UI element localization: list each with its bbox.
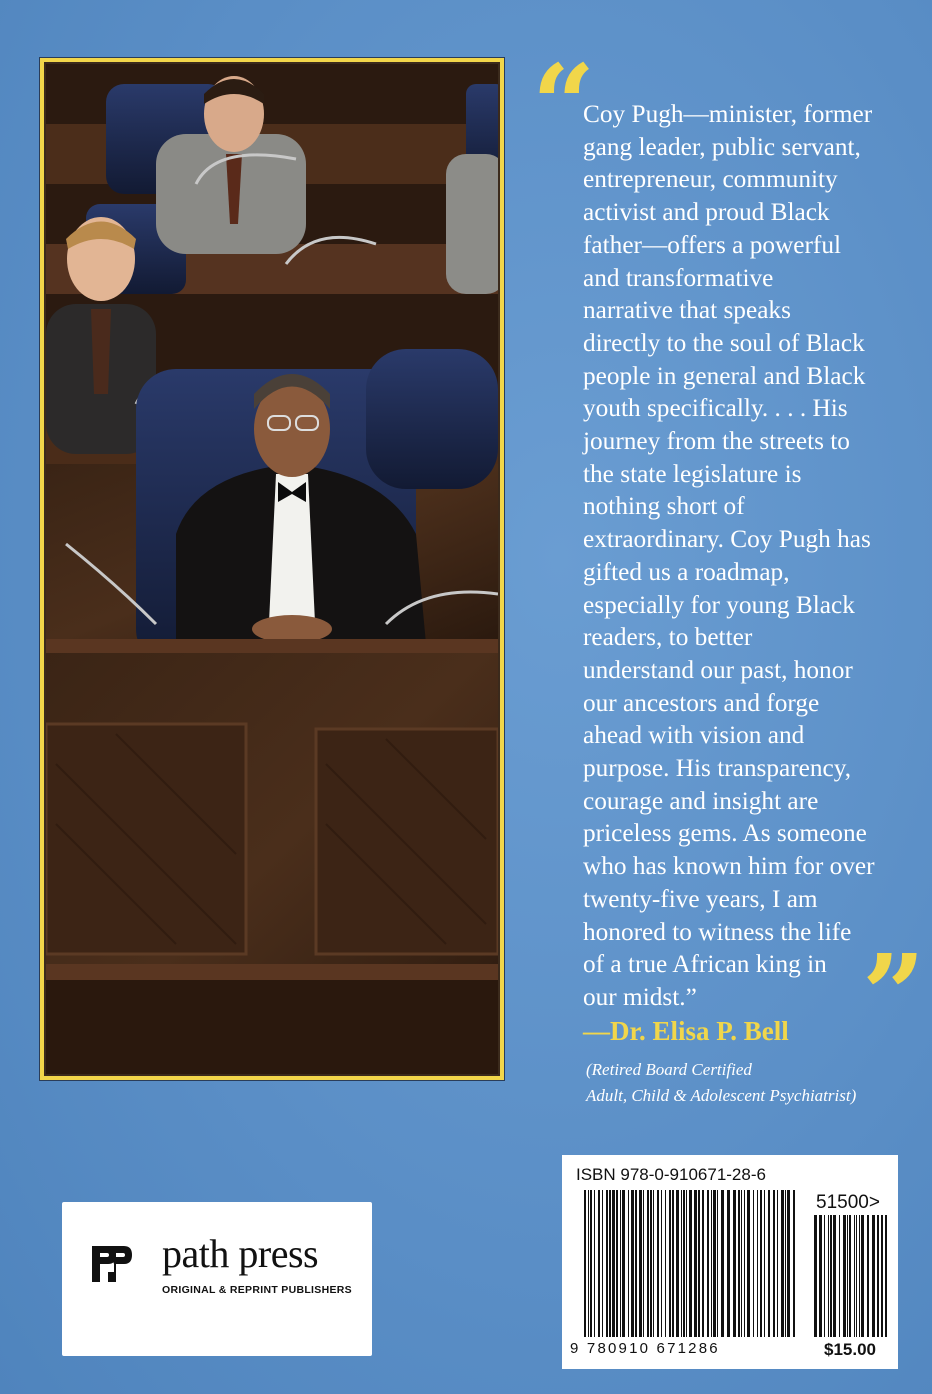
barcode-bar: [647, 1190, 649, 1337]
barcode-bar: [612, 1190, 615, 1337]
close-quote-mark: ”: [862, 930, 918, 1059]
barcode-bar: [839, 1215, 840, 1337]
barcode-bar: [676, 1190, 679, 1337]
quote-line: especially for young Black: [583, 590, 855, 619]
barcode-bar: [588, 1190, 589, 1337]
barcode-bar: [594, 1190, 595, 1337]
barcode-bar: [653, 1190, 654, 1337]
barcode-bar: [753, 1190, 754, 1337]
ean-barcode: [582, 1190, 796, 1337]
barcode-bar: [657, 1190, 659, 1337]
barcode-bar: [861, 1215, 864, 1337]
barcode-bar: [702, 1190, 704, 1337]
barcode-bar: [672, 1190, 674, 1337]
credential-line: Adult, Child & Adolescent Psychiatrist): [586, 1086, 857, 1105]
barcode-bar: [744, 1190, 745, 1337]
barcode-bar: [787, 1190, 790, 1337]
barcode-bar: [814, 1215, 817, 1337]
barcode-bar: [669, 1190, 671, 1337]
barcode-bar: [881, 1215, 883, 1337]
barcode-bar: [764, 1190, 765, 1337]
barcode-bar: [830, 1215, 832, 1337]
barcode-bar: [741, 1190, 742, 1337]
barcode-bar: [859, 1215, 860, 1337]
quote-line: narrative that speaks: [583, 296, 791, 325]
barcode-bar: [828, 1215, 829, 1337]
quote-line: readers, to better: [583, 623, 753, 652]
quote-line: courage and insight are: [583, 786, 819, 815]
barcode-bar: [628, 1190, 629, 1337]
barcode-bar: [635, 1190, 637, 1337]
barcode-bar: [721, 1190, 724, 1337]
quote-line: journey from the streets to: [583, 427, 850, 456]
barcode-bar: [650, 1190, 652, 1337]
quote-line: our midst.”: [583, 982, 697, 1011]
quote-line: father—offers a powerful: [583, 230, 842, 259]
quote-line: honored to witness the life: [583, 917, 852, 946]
barcode-bar: [768, 1190, 770, 1337]
barcode-bar: [747, 1190, 750, 1337]
quote-line: entrepreneur, community: [583, 165, 838, 194]
barcode-bar: [584, 1190, 586, 1337]
quote-line: extraordinary. Coy Pugh has: [583, 525, 871, 554]
barcode-bar: [622, 1190, 625, 1337]
quote-line: directly to the soul of Black: [583, 328, 865, 357]
publisher-name: path press: [162, 1231, 319, 1276]
quote-line: ahead with vision and: [583, 721, 805, 750]
barcode-bar: [867, 1215, 869, 1337]
quote-line: youth specifically. . . . His: [583, 394, 848, 423]
quote-line: of a true African king in: [583, 950, 827, 979]
barcode-bar: [738, 1190, 740, 1337]
barcode-bar: [854, 1215, 855, 1337]
barcode-bar: [661, 1190, 662, 1337]
barcode-bar: [733, 1190, 736, 1337]
quote-line: who has known him for over: [583, 852, 875, 881]
barcode-bar: [785, 1190, 786, 1337]
attribution-credentials: [586, 1057, 856, 1109]
barcode-bar: [609, 1190, 611, 1337]
quote-line: the state legislature is: [583, 459, 802, 488]
barcode-bar: [727, 1190, 730, 1337]
quote-line: gifted us a roadmap,: [583, 557, 790, 586]
isbn-barcode-box: [562, 1155, 898, 1369]
barcode-bar: [757, 1190, 758, 1337]
quote-line: priceless gems. As someone: [583, 819, 867, 848]
barcode-bar: [686, 1190, 687, 1337]
publisher-logo-box: [62, 1202, 372, 1356]
quote-line: gang leader, public servant,: [583, 132, 861, 161]
barcode-bar: [590, 1190, 592, 1337]
barcode-bar: [833, 1215, 836, 1337]
open-quote-mark: “: [532, 40, 588, 169]
barcode-bar: [665, 1190, 666, 1337]
legislature-photo-illustration: [46, 64, 498, 1074]
quote-line: Coy Pugh—minister, former: [583, 100, 873, 128]
barcode-bar: [698, 1190, 700, 1337]
barcode-bar: [872, 1215, 875, 1337]
credential-line: (Retired Board Certified: [586, 1060, 752, 1079]
quote-line: understand our past, honor: [583, 655, 853, 684]
barcode-bar: [683, 1190, 685, 1337]
barcode-bar: [843, 1215, 846, 1337]
barcode-bar: [711, 1190, 712, 1337]
barcode-bar: [824, 1215, 825, 1337]
price-addon-barcode: [812, 1215, 888, 1337]
legislature-photo: [44, 62, 500, 1076]
barcode-bar: [781, 1190, 784, 1337]
barcode-bar: [877, 1215, 879, 1337]
quote-line: people in general and Black: [583, 361, 866, 390]
barcode-bar: [689, 1190, 692, 1337]
cover-photo-frame: [40, 58, 504, 1080]
barcode-bar: [819, 1215, 822, 1337]
barcode-bar: [885, 1215, 887, 1337]
publisher-tagline: ORIGINAL & REPRINT PUBLISHERS: [162, 1284, 352, 1296]
barcode-digits: 9 780910 671286: [570, 1340, 720, 1357]
barcode-bar: [616, 1190, 618, 1337]
isbn-label: ISBN 978-0-910671-28-6: [576, 1165, 766, 1184]
quote-line: twenty-five years, I am: [583, 884, 818, 913]
barcode-bar: [694, 1190, 697, 1337]
barcode-bar: [598, 1190, 600, 1337]
barcode-bar: [681, 1190, 682, 1337]
pp-monogram-icon: [90, 1242, 134, 1286]
barcode-bar: [620, 1190, 621, 1337]
quote-line: purpose. His transparency,: [583, 754, 852, 783]
barcode-bar: [847, 1215, 848, 1337]
barcode-bar: [717, 1190, 718, 1337]
barcode-bar: [602, 1190, 603, 1337]
barcode-bar: [631, 1190, 634, 1337]
barcode-bar: [707, 1190, 709, 1337]
quote-line: our ancestors and forge: [583, 688, 820, 717]
barcode-bar: [760, 1190, 762, 1337]
barcode-bar: [643, 1190, 644, 1337]
price-code: 51500>: [816, 1192, 880, 1213]
barcode-bar: [713, 1190, 716, 1337]
quote-line: activist and proud Black: [583, 198, 830, 227]
barcode-bar: [793, 1190, 795, 1337]
quote-line: and transformative: [583, 263, 774, 292]
quote-line: nothing short of: [583, 492, 745, 521]
barcode-bar: [773, 1190, 775, 1337]
endorsement-quote: [583, 98, 913, 1014]
barcode-bar: [849, 1215, 851, 1337]
barcode-bar: [639, 1190, 642, 1337]
barcode-bar: [606, 1190, 608, 1337]
quote-attribution: —Dr. Elisa P. Bell: [583, 1016, 789, 1046]
barcode-bar: [856, 1215, 857, 1337]
barcode-bar: [777, 1190, 778, 1337]
price-label: $15.00: [824, 1340, 876, 1359]
